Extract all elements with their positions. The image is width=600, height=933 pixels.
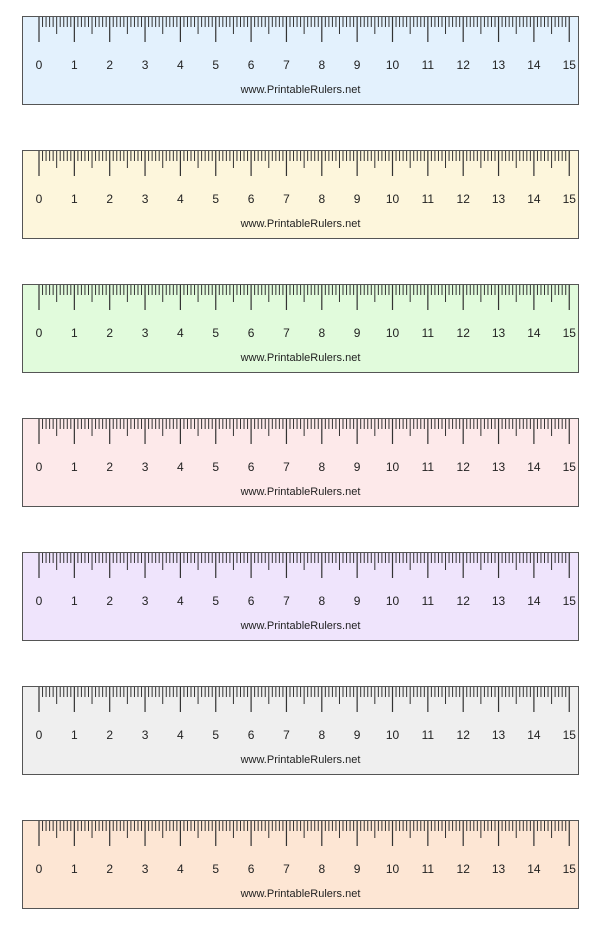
tick-label: 9: [353, 192, 361, 206]
tick-label: 6: [247, 460, 255, 474]
tick-label: 2: [106, 326, 114, 340]
website-label: www.PrintableRulers.net: [240, 620, 361, 632]
tick-label: 5: [212, 460, 220, 474]
tick-label: 15: [562, 58, 576, 72]
tick-label: 12: [456, 594, 470, 608]
tick-label: 2: [106, 58, 114, 72]
ruler-blue: [22, 16, 579, 105]
tick-label: 15: [562, 326, 576, 340]
tick-label: 0: [35, 192, 43, 206]
tick-label: 3: [141, 728, 149, 742]
ruler-scale: [23, 419, 580, 479]
tick-label: 3: [141, 58, 149, 72]
tick-label: 8: [318, 594, 326, 608]
tick-label: 4: [177, 862, 184, 876]
tick-label: 14: [527, 326, 541, 340]
tick-label: 5: [212, 594, 220, 608]
tick-label: 8: [318, 728, 326, 742]
tick-label: 2: [106, 594, 114, 608]
tick-label: 7: [283, 728, 290, 742]
tick-label: 4: [177, 326, 184, 340]
tick-label: 6: [247, 58, 255, 72]
tick-label: 7: [283, 594, 290, 608]
tick-label: 10: [385, 594, 400, 608]
ruler-pink: [22, 418, 579, 507]
website-label: www.PrintableRulers.net: [240, 218, 361, 230]
tick-label: 0: [35, 58, 43, 72]
tick-label: 12: [456, 192, 470, 206]
tick-label: 11: [421, 326, 435, 340]
tick-label: 3: [141, 326, 149, 340]
tick-label: 2: [106, 192, 114, 206]
tick-label: 6: [247, 728, 255, 742]
tick-label: 4: [177, 594, 184, 608]
tick-label: 8: [318, 326, 326, 340]
ruler-purple: [22, 552, 579, 641]
tick-label: 8: [318, 192, 326, 206]
tick-label: 11: [421, 192, 435, 206]
tick-label: 12: [456, 326, 470, 340]
tick-label: 5: [212, 728, 220, 742]
tick-label: 0: [35, 862, 43, 876]
tick-label: 13: [491, 460, 506, 474]
tick-label: 9: [353, 594, 361, 608]
tick-label: 15: [562, 862, 576, 876]
tick-label: 15: [562, 192, 576, 206]
tick-label: 1: [71, 594, 78, 608]
tick-label: 9: [353, 326, 361, 340]
tick-label: 5: [212, 58, 220, 72]
tick-label: 3: [141, 862, 149, 876]
tick-label: 2: [106, 460, 114, 474]
tick-label: 8: [318, 862, 326, 876]
tick-label: 1: [71, 728, 78, 742]
tick-label: 13: [491, 594, 506, 608]
tick-label: 15: [562, 460, 576, 474]
tick-label: 9: [353, 58, 361, 72]
tick-label: 14: [527, 594, 541, 608]
tick-label: 10: [385, 862, 400, 876]
tick-label: 1: [71, 326, 78, 340]
tick-label: 4: [177, 460, 184, 474]
tick-label: 6: [247, 326, 255, 340]
tick-label: 11: [421, 728, 435, 742]
website-label: www.PrintableRulers.net: [240, 486, 361, 498]
tick-label: 4: [177, 728, 184, 742]
tick-label: 14: [527, 862, 541, 876]
ruler-gray: [22, 686, 579, 775]
tick-label: 9: [353, 728, 361, 742]
website-label: www.PrintableRulers.net: [240, 754, 361, 766]
tick-label: 14: [527, 460, 541, 474]
tick-label: 9: [353, 460, 361, 474]
tick-label: 1: [71, 862, 78, 876]
tick-label: 5: [212, 862, 220, 876]
tick-label: 14: [527, 192, 541, 206]
ruler-scale: [23, 553, 580, 613]
tick-label: 0: [35, 460, 43, 474]
tick-label: 7: [283, 460, 290, 474]
tick-label: 10: [385, 58, 400, 72]
tick-label: 12: [456, 460, 470, 474]
tick-label: 7: [283, 58, 290, 72]
tick-label: 13: [491, 192, 506, 206]
tick-label: 13: [491, 862, 506, 876]
ruler-scale: [23, 821, 580, 881]
tick-label: 5: [212, 326, 220, 340]
ruler-scale: [23, 687, 580, 747]
tick-label: 2: [106, 728, 114, 742]
tick-label: 8: [318, 460, 326, 474]
tick-label: 9: [353, 862, 361, 876]
tick-label: 6: [247, 594, 255, 608]
tick-label: 11: [421, 594, 435, 608]
tick-label: 10: [385, 192, 400, 206]
tick-label: 13: [491, 728, 506, 742]
tick-label: 4: [177, 58, 184, 72]
tick-label: 0: [35, 594, 43, 608]
tick-label: 4: [177, 192, 184, 206]
tick-label: 15: [562, 728, 576, 742]
tick-label: 15: [562, 594, 576, 608]
website-label: www.PrintableRulers.net: [240, 888, 361, 900]
tick-label: 3: [141, 460, 149, 474]
tick-label: 7: [283, 862, 290, 876]
ruler-scale: [23, 285, 580, 345]
tick-label: 13: [491, 58, 506, 72]
tick-label: 6: [247, 862, 255, 876]
ruler-yellow: [22, 150, 579, 239]
tick-label: 10: [385, 326, 400, 340]
tick-label: 12: [456, 58, 470, 72]
ruler-scale: [23, 17, 580, 77]
tick-label: 11: [421, 460, 435, 474]
tick-label: 0: [35, 326, 43, 340]
website-label: www.PrintableRulers.net: [240, 84, 361, 96]
website-label: www.PrintableRulers.net: [240, 352, 361, 364]
tick-label: 3: [141, 594, 149, 608]
tick-label: 0: [35, 728, 43, 742]
tick-label: 1: [71, 58, 78, 72]
tick-label: 7: [283, 326, 290, 340]
tick-label: 12: [456, 728, 470, 742]
tick-label: 13: [491, 326, 506, 340]
tick-label: 5: [212, 192, 220, 206]
tick-label: 12: [456, 862, 470, 876]
tick-label: 11: [421, 58, 435, 72]
tick-label: 8: [318, 58, 326, 72]
tick-label: 7: [283, 192, 290, 206]
tick-label: 1: [71, 192, 78, 206]
tick-label: 14: [527, 58, 541, 72]
tick-label: 10: [385, 728, 400, 742]
tick-label: 10: [385, 460, 400, 474]
tick-label: 3: [141, 192, 149, 206]
ruler-orange: [22, 820, 579, 909]
tick-label: 11: [421, 862, 435, 876]
tick-label: 6: [247, 192, 255, 206]
tick-label: 1: [71, 460, 78, 474]
ruler-scale: [23, 151, 580, 211]
ruler-green: [22, 284, 579, 373]
tick-label: 2: [106, 862, 114, 876]
tick-label: 14: [527, 728, 541, 742]
